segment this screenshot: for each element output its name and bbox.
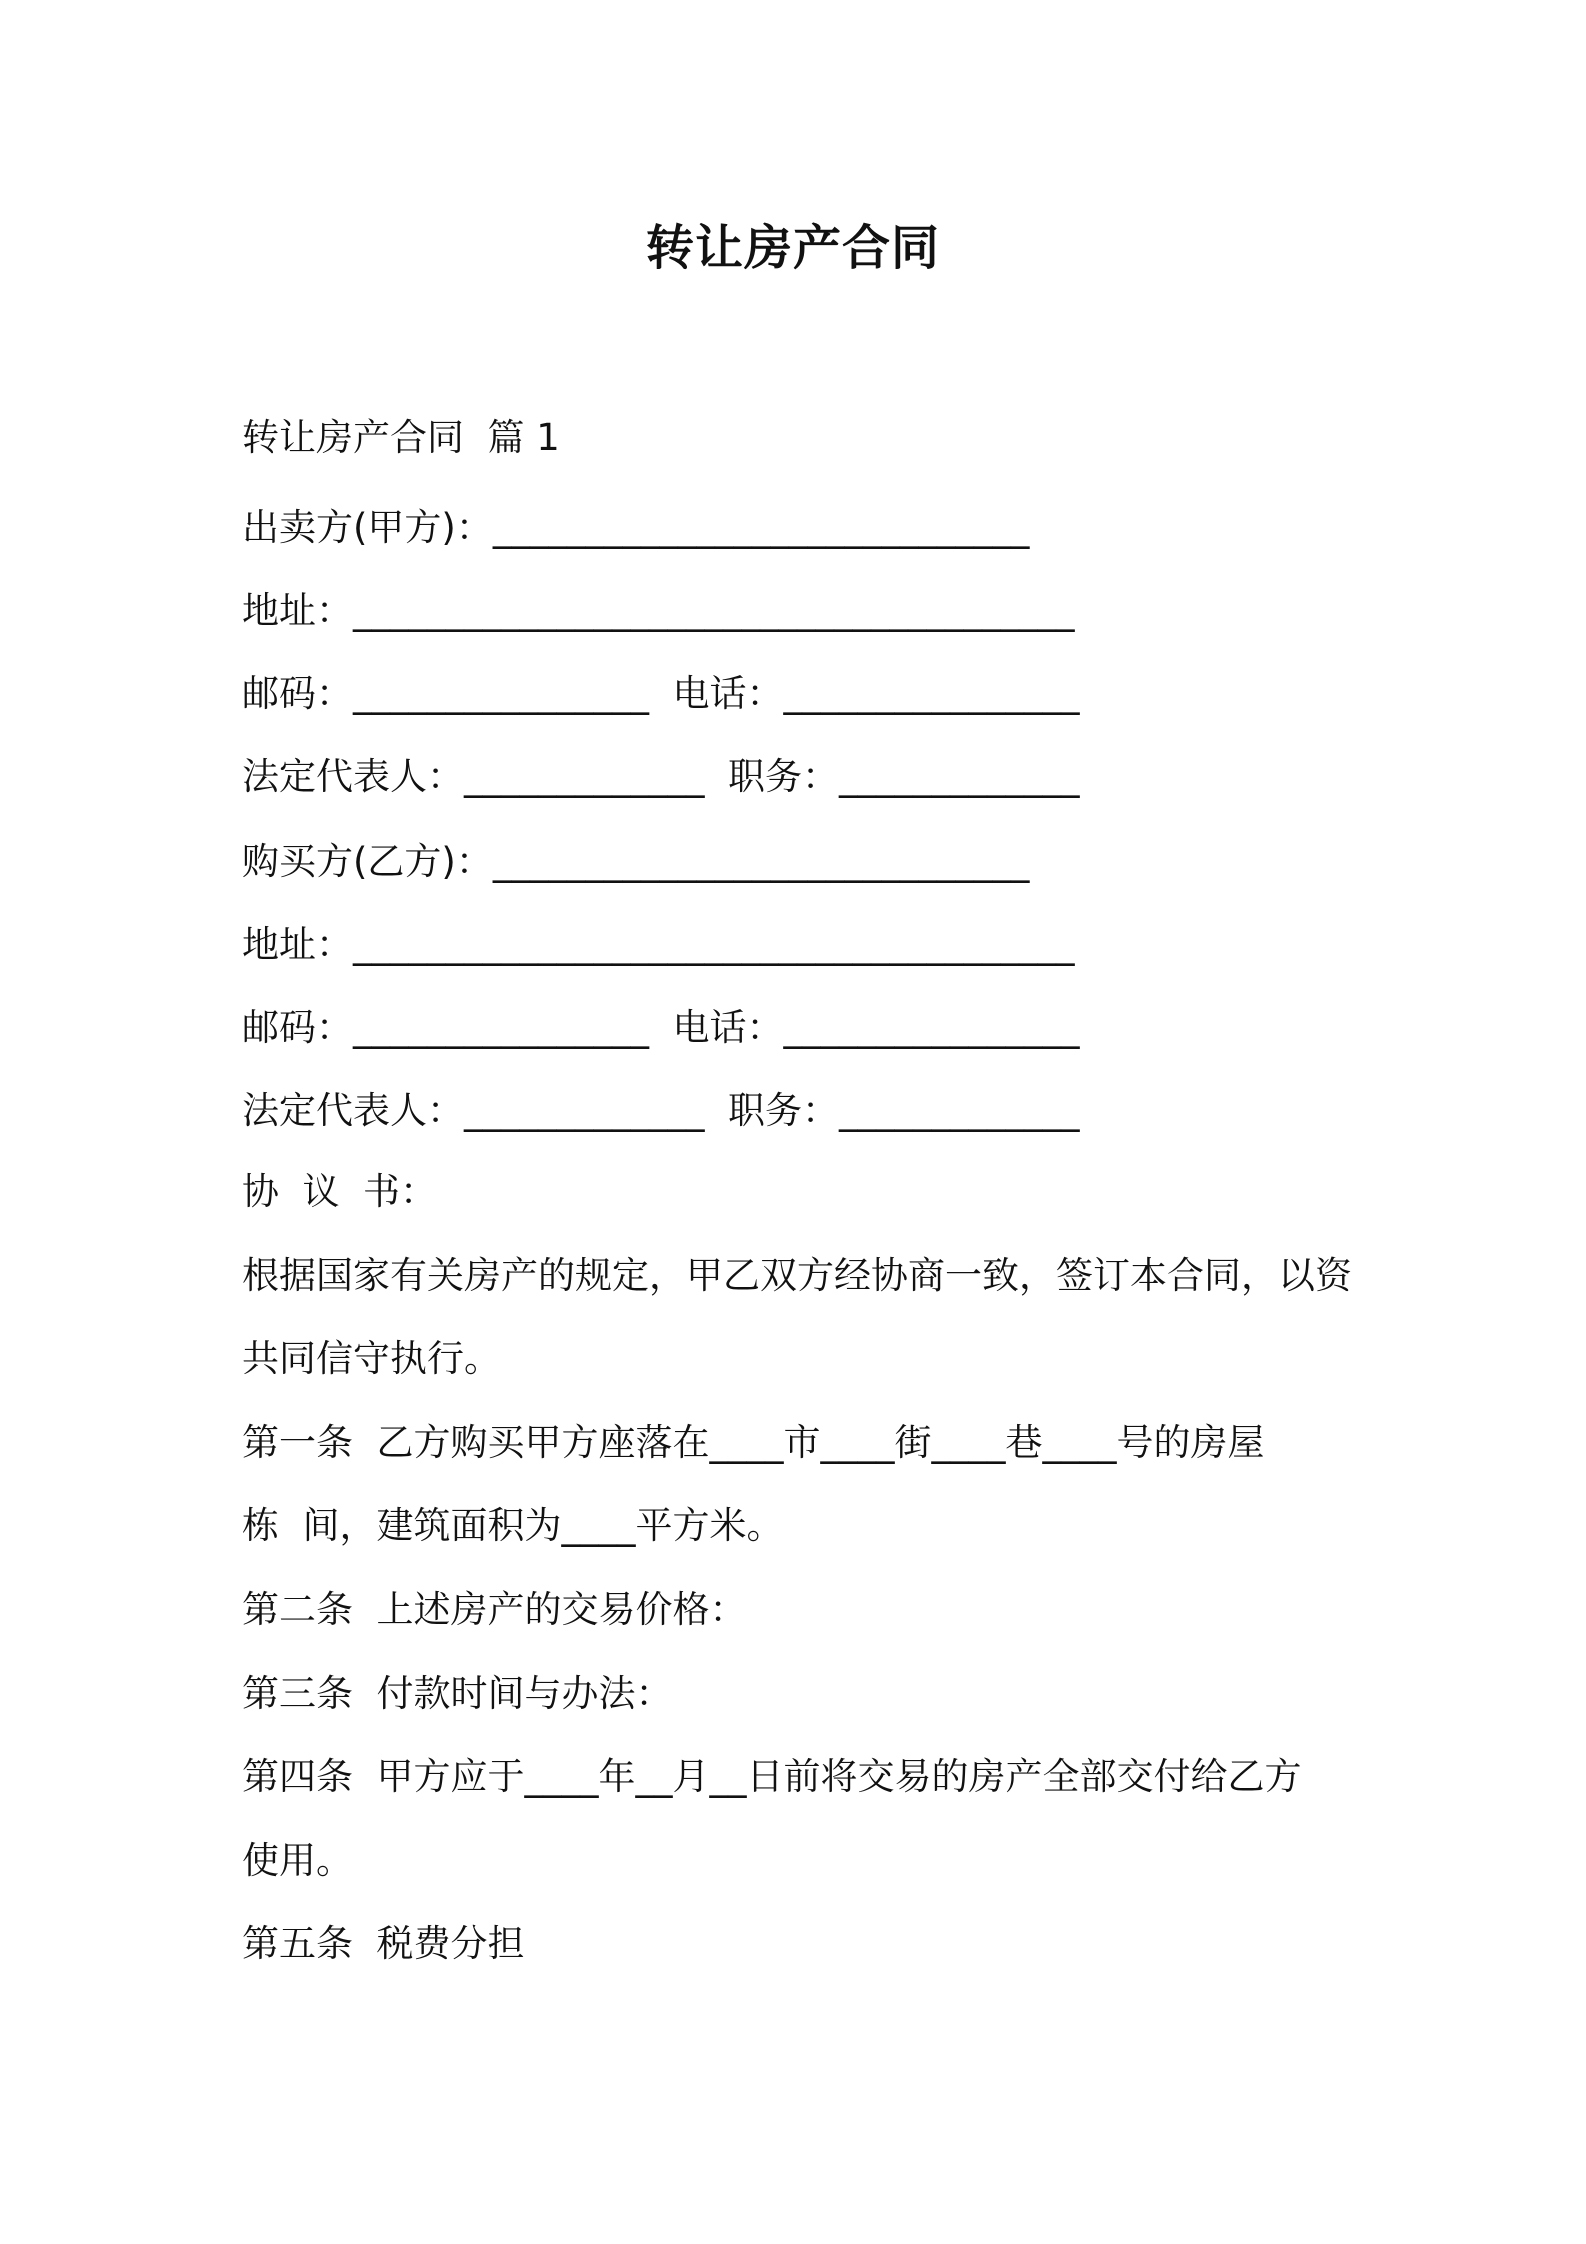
article-4-line-2: 使用。 [242,1839,353,1882]
seller-representative-line: 法定代表人：_____________ 职务：_____________ [242,755,1080,798]
seller-postcode-phone-line: 邮码：________________ 电话：________________ [242,672,1080,715]
section-heading: 转让房产合同 篇 1 [242,416,560,459]
article-1-line-1: 第一条 乙方购买甲方座落在____市____街____巷____号的房屋 [242,1421,1265,1464]
buyer-address-line: 地址：_______________________________________ [242,923,1075,966]
article-5-line: 第五条 税费分担 [242,1922,525,1965]
preamble-line-2: 共同信守执行。 [242,1337,501,1380]
buyer-postcode-phone-line: 邮码：________________ 电话：________________ [242,1006,1080,1049]
seller-address-line: 地址：_______________________________________ [242,589,1075,632]
article-3-line: 第三条 付款时间与办法： [242,1672,673,1715]
preamble-line-1: 根据国家有关房产的规定，甲乙双方经协商一致，签订本合同，以资 [242,1254,1352,1297]
buyer-representative-line: 法定代表人：_____________ 职务：_____________ [242,1089,1080,1132]
seller-line: 出卖方(甲方)：_____________________________ [242,506,1030,549]
buyer-line: 购买方(乙方)：_____________________________ [242,840,1030,883]
agreement-heading: 协 议 书： [242,1170,438,1213]
document-title: 转让房产合同 [645,220,940,276]
article-4-line-1: 第四条 甲方应于____年__月__日前将交易的房产全部交付给乙方 [242,1755,1302,1798]
article-2-line: 第二条 上述房产的交易价格： [242,1588,747,1631]
article-1-line-2: 栋 间，建筑面积为____平方米。 [242,1504,784,1547]
